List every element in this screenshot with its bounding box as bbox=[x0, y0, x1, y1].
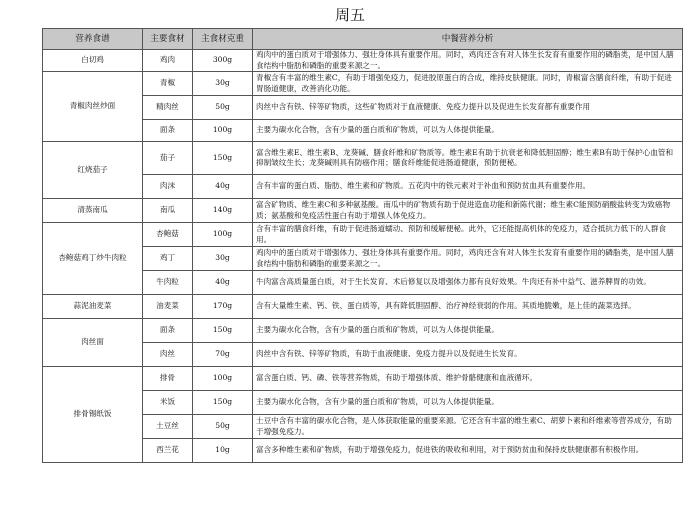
analysis-cell: 鸡肉中的蛋白质对于增强体力、强壮身体具有重要作用。同时，鸡肉还含有对人体生长发育有重要作用的磷脂类，是中国人膳食结构中脂肪和磷脂的重要来源之一。 bbox=[253, 50, 683, 72]
ingredient-cell: 鸡丁 bbox=[143, 247, 193, 271]
analysis-cell: 含有丰富的膳食纤维，有助于促进肠道蠕动、预防和缓解便秘。此外，它还能提高机体的免疫力，适合抵抗力低下的人群食用。 bbox=[253, 223, 683, 247]
analysis-cell: 鸡肉中的蛋白质对于增强体力、强壮身体具有重要作用。同时，鸡肉还含有对人体生长发育有重要作用的磷脂类，是中国人膳食结构中脂肪和磷脂的重要来源之一。 bbox=[253, 247, 683, 271]
ingredient-cell: 牛肉粒 bbox=[143, 271, 193, 295]
analysis-cell: 青椒含有丰富的维生素C，有助于增强免疫力，促进胶原蛋白的合成，维持皮肤健康。同时，青椒富含膳食纤维，有助于促进胃肠道健康，改善消化功能。 bbox=[253, 72, 683, 96]
weight-cell: 150g bbox=[193, 319, 253, 343]
ingredient-cell: 精肉丝 bbox=[143, 96, 193, 120]
analysis-cell: 主要为碳水化合物，含有少量的蛋白质和矿物质，可以为人体提供能量。 bbox=[253, 120, 683, 142]
weight-cell: 50g bbox=[193, 415, 253, 439]
weight-cell: 150g bbox=[193, 142, 253, 175]
analysis-cell: 富含矿物质、维生素C和多种氨基酸。南瓜中的矿物质有助于促进造血功能和新陈代谢；维生素C能预防硝酸盐转变为致癌物质；氨基酸和免疫活性蛋白有助于增强人体免疫力。 bbox=[253, 199, 683, 223]
ingredient-cell: 茄子 bbox=[143, 142, 193, 175]
analysis-cell: 主要为碳水化合物，含有少量的蛋白质和矿物质，可以为人体提供能量。 bbox=[253, 391, 683, 415]
analysis-cell: 含有大量维生素、钙、铁、蛋白质等，具有降低胆固醇、治疗神经衰弱的作用。其质地脆嫩，是上佳的蔬菜选择。 bbox=[253, 295, 683, 319]
table-row bbox=[43, 223, 683, 247]
analysis-cell: 肉丝中含有铁、锌等矿物质，这些矿物质对于血液健康、免疫力提升以及促进生长发育都有重要作用 bbox=[253, 96, 683, 120]
analysis-cell: 含有丰富的蛋白质、脂肪、维生素和矿物质。五花肉中的铁元素对于补血和预防贫血具有重要作用。 bbox=[253, 175, 683, 199]
dish-name-cell: 排骨锡纸饭 bbox=[43, 367, 143, 463]
ingredient-cell: 面条 bbox=[143, 319, 193, 343]
ingredient-cell: 土豆丝 bbox=[143, 415, 193, 439]
ingredient-cell: 肉沫 bbox=[143, 175, 193, 199]
weight-cell: 100g bbox=[193, 223, 253, 247]
analysis-cell: 富含多种维生素和矿物质，有助于增强免疫力，促进铁的吸收和利用，对于预防贫血和保持皮肤健康都有积极作用。 bbox=[253, 439, 683, 463]
header-recipe: 营养食谱 bbox=[43, 29, 143, 50]
weight-cell: 140g bbox=[193, 199, 253, 223]
ingredient-cell: 西兰花 bbox=[143, 439, 193, 463]
weight-cell: 70g bbox=[193, 343, 253, 367]
weight-cell: 170g bbox=[193, 295, 253, 319]
weight-cell: 50g bbox=[193, 96, 253, 120]
ingredient-cell: 肉丝 bbox=[143, 343, 193, 367]
weight-cell: 100g bbox=[193, 120, 253, 142]
analysis-cell: 肉丝中含有铁、锌等矿物质，有助于血液健康、免疫力提升以及促进生长发育。 bbox=[253, 343, 683, 367]
dish-name-cell: 肉丝面 bbox=[43, 319, 143, 367]
ingredient-cell: 南瓜 bbox=[143, 199, 193, 223]
weight-cell: 10g bbox=[193, 439, 253, 463]
ingredient-cell: 米饭 bbox=[143, 391, 193, 415]
table-row bbox=[43, 72, 683, 96]
table-row bbox=[43, 50, 683, 72]
ingredient-cell: 鸡肉 bbox=[143, 50, 193, 72]
weight-cell: 150g bbox=[193, 391, 253, 415]
page-title: 周五 bbox=[334, 6, 365, 24]
weight-cell: 40g bbox=[193, 271, 253, 295]
table-row bbox=[43, 319, 683, 343]
dish-name-cell: 蒜泥油麦菜 bbox=[43, 295, 143, 319]
nutrition-table bbox=[42, 28, 683, 463]
weight-cell: 30g bbox=[193, 72, 253, 96]
ingredient-cell: 杏鲍菇 bbox=[143, 223, 193, 247]
dish-name-cell: 白切鸡 bbox=[43, 50, 143, 72]
weight-cell: 300g bbox=[193, 50, 253, 72]
table-header-row bbox=[43, 29, 683, 50]
dish-name-cell: 红烧茄子 bbox=[43, 142, 143, 199]
dish-name-cell: 青椒肉丝炒面 bbox=[43, 72, 143, 142]
header-weight: 主食材克重 bbox=[193, 29, 253, 50]
dish-name-cell: 杏鲍菇鸡丁炒牛肉粒 bbox=[43, 223, 143, 295]
table-row bbox=[43, 199, 683, 223]
weight-cell: 40g bbox=[193, 175, 253, 199]
analysis-cell: 富含蛋白质、钙、磷、铁等营养物质，有助于增强体质、维护骨骼健康和血液循环。 bbox=[253, 367, 683, 391]
ingredient-cell: 排骨 bbox=[143, 367, 193, 391]
table-body bbox=[43, 50, 683, 463]
dish-name-cell: 清蒸南瓜 bbox=[43, 199, 143, 223]
table-row bbox=[43, 367, 683, 391]
ingredient-cell: 油麦菜 bbox=[143, 295, 193, 319]
weight-cell: 30g bbox=[193, 247, 253, 271]
ingredient-cell: 面条 bbox=[143, 120, 193, 142]
analysis-cell: 富含维生素E、维生素B、龙葵碱、膳食纤维和矿物质等。维生素E有助于抗衰老和降低胆固醇；维生素B有助于保护心血管和抑制皱纹生长；龙葵碱则具有防癌作用；膳食纤维能促进肠道健康，预防便秘。 bbox=[253, 142, 683, 175]
table-row bbox=[43, 295, 683, 319]
analysis-cell: 牛肉富含高质量蛋白质，对于生长发育、术后修复以及增强体力都有良好效果。牛肉还有补中益气、滋养脾胃的功效。 bbox=[253, 271, 683, 295]
analysis-cell: 主要为碳水化合物，含有少量的蛋白质和矿物质，可以为人体提供能量。 bbox=[253, 319, 683, 343]
header-analysis: 中餐营养分析 bbox=[253, 29, 683, 50]
ingredient-cell: 青椒 bbox=[143, 72, 193, 96]
weight-cell: 100g bbox=[193, 367, 253, 391]
analysis-cell: 土豆中含有丰富的碳水化合物，是人体获取能量的重要来源。它还含有丰富的维生素C、胡萝卜素和纤维素等营养成分，有助于增强免疫力。 bbox=[253, 415, 683, 439]
table-row bbox=[43, 142, 683, 175]
header-ingredient: 主要食材 bbox=[143, 29, 193, 50]
